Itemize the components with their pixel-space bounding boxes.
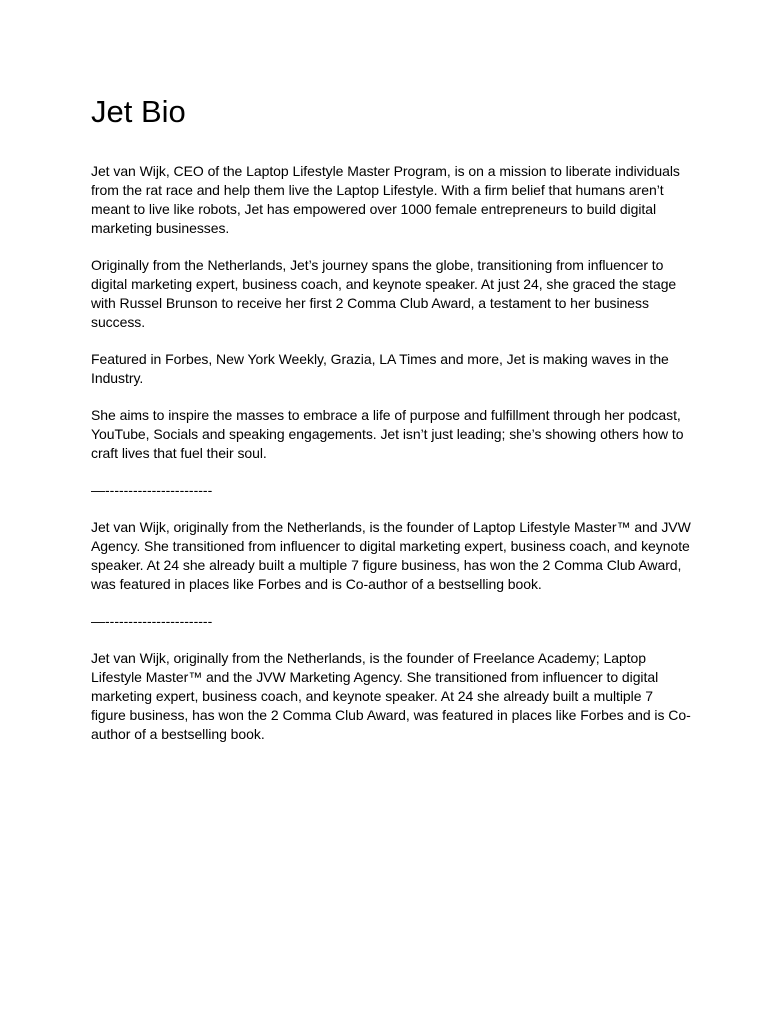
separator-line-1: —----------------------- (91, 482, 213, 498)
short-bio-1: Jet van Wijk, originally from the Netherlands, is the founder of Laptop Lifestyle Master™ and JVW Agency. She transitioned from influencer to digital marketing expert, business coach, and keynote speaker. At 24 she already built a multiple 7 figure business, has won the 2 Comma Club Award, was featured in places like Forbes and is Co-author of a bestselling book. (91, 519, 691, 592)
document-title: Jet Bio (91, 94, 186, 129)
bio-paragraph-featured: Featured in Forbes, New York Weekly, Grazia, LA Times and more, Jet is making waves in the Industry. (91, 351, 669, 386)
bio-paragraph-mission: Jet van Wijk, CEO of the Laptop Lifestyle Master Program, is on a mission to liberate individuals from the rat race and help them live the Laptop Lifestyle. With a firm belief that humans aren’t meant to live like robots, Jet has empowered over 1000 female entrepreneurs to build digital marketing businesses. (91, 163, 680, 236)
short-bio-2: Jet van Wijk, originally from the Netherlands, is the founder of Freelance Academy; Laptop Lifestyle Master™ and the JVW Marketing Agency. She transitioned from influencer to digital marketing expert, business coach, and keynote speaker. At 24 she already built a multiple 7 figure business, has won the 2 Comma Club Award, was featured in places like Forbes and is Co-author of a bestselling book. (91, 650, 691, 742)
separator-line-2: —----------------------- (91, 613, 213, 629)
document-body (91, 92, 691, 762)
bio-paragraph-inspire: She aims to inspire the masses to embrace a life of purpose and fulfillment through her podcast, YouTube, Socials and speaking engagements. Jet isn’t just leading; she’s showing others how to craft lives that fuel their soul. (91, 407, 684, 461)
bio-paragraph-journey: Originally from the Netherlands, Jet’s journey spans the globe, transitioning from influencer to digital marketing expert, business coach, and keynote speaker. At just 24, she graced the stage with Russel Brunson to receive her first 2 Comma Club Award, a testament to her business success. (91, 257, 677, 330)
